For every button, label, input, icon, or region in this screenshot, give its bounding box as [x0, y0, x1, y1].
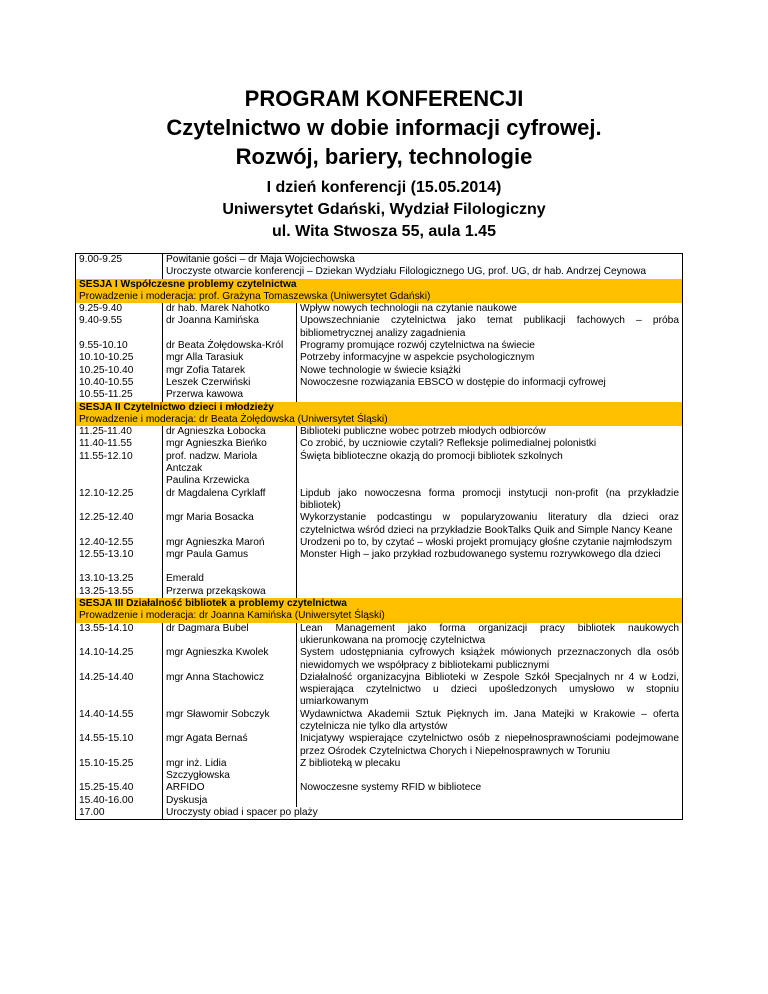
table-row	[76, 795, 683, 807]
topic-cell	[297, 573, 683, 585]
title-line-3: Rozwój, bariery, technologie	[235, 144, 533, 169]
session-moderation: Prowadzenie i moderacja: dr Joanna Kamińska (Uniwersytet Śląski)	[76, 610, 683, 622]
topic-cell: Działalność organizacyjna Biblioteki w Zespole Szkół Specjalnych nr 4 w Łodzi, wspierająca czytelnictwo u dzieci upośledzonych umysłowo w stopniu umiarkowanym	[297, 672, 683, 709]
time-cell: 13.25-13.55	[76, 586, 163, 598]
table-row	[76, 352, 683, 364]
speaker-cell	[163, 451, 297, 488]
time-cell: 10.40-10.55	[76, 377, 163, 389]
speaker-cell: mgr Paula Gamus	[163, 549, 297, 561]
spacer-row	[76, 561, 683, 573]
speaker-cell: dr Beata Żołędowska-Król	[163, 340, 297, 352]
topic-cell: Co zrobić, by uczniowie czytali? Refleksje polimedialnej polonistki	[297, 438, 683, 450]
title-line-2: Czytelnictwo w dobie informacji cyfrowej.	[166, 115, 602, 140]
time-cell: 11.40-11.55	[76, 438, 163, 450]
speaker-cell: Przerwa przekąskowa	[163, 586, 297, 598]
time-cell: 15.10-15.25	[76, 758, 163, 783]
topic-cell: Wydawnictwa Akademii Sztuk Pięknych im. Jana Matejki w Krakowie – oferta czytelnicza nie tylko dla artystów	[297, 709, 683, 734]
session-header	[76, 279, 683, 291]
time-cell: 9.40-9.55	[76, 315, 163, 340]
speaker-cell: Przerwa kawowa	[163, 389, 297, 401]
table-row	[76, 709, 683, 734]
table-row	[76, 733, 683, 758]
speaker-cell: mgr Alla Tarasiuk	[163, 352, 297, 364]
speaker-name: prof. nadzw. Mariola Antczak	[166, 450, 258, 475]
table-row	[76, 647, 683, 672]
opening-cell	[163, 254, 683, 279]
session-title: SESJA I Współczesne problemy czytelnictwa	[76, 279, 683, 291]
time-cell: 12.40-12.55	[76, 537, 163, 549]
topic-cell	[297, 389, 683, 401]
time-cell: 10.10-10.25	[76, 352, 163, 364]
table-row	[76, 426, 683, 438]
table-row	[76, 254, 683, 279]
table-row	[76, 438, 683, 450]
opening-text: Uroczyste otwarcie konferencji – Dziekan Wydziału Filologicznego UG, prof. UG, dr hab. Andrzej Ceynowa	[166, 266, 647, 278]
speaker-cell: dr Magdalena Cyrklaff	[163, 488, 297, 513]
topic-cell: Z biblioteką w plecaku	[297, 758, 683, 783]
speaker-name: Paulina Krzewicka	[166, 475, 250, 487]
topic-cell: Nowe technologie w świecie książki	[297, 365, 683, 377]
time-cell: 15.25-15.40	[76, 782, 163, 794]
speaker-cell: mgr Agnieszka Bieńko	[163, 438, 297, 450]
day-date: I dzień konferencji (15.05.2014)	[266, 179, 502, 196]
welcome-text: Powitanie gości – dr Maja Wojciechowska	[166, 254, 355, 265]
time-cell: 13.10-13.25	[76, 573, 163, 585]
topic-cell: Programy promujące rozwój czytelnictwa na świecie	[297, 340, 683, 352]
speaker-cell: mgr inż. Lidia Szczygłowska	[163, 758, 297, 783]
session-header	[76, 598, 683, 610]
speaker-cell: dr hab. Marek Nahotko	[163, 303, 297, 315]
topic-cell: Urodzeni po to, by czytać – włoski projekt promujący głośne czytanie najmłodszym	[297, 537, 683, 549]
title-line-1: PROGRAM KONFERENCJI	[244, 86, 524, 111]
program-table	[75, 253, 683, 820]
topic-cell: System udostępniania cyfrowych książek mówionych przeznaczonych dla osób niewidomych we współpracy z bibliotekami publicznymi	[297, 647, 683, 672]
time-cell: 13.55-14.10	[76, 623, 163, 648]
session-moderation-row	[76, 414, 683, 426]
topic-cell: Inicjatywy wspierające czytelnictwo osób z niepełnosprawnościami podejmowane przez Ośrodek Czytelnictwa Chorych i Niepełnosprawnych w Toruniu	[297, 733, 683, 758]
session-moderation-row	[76, 291, 683, 303]
session-title: SESJA III Działalność bibliotek a problemy czytelnictwa	[76, 598, 683, 610]
speaker-cell: Dyskusja	[163, 795, 297, 807]
time-cell: 14.25-14.40	[76, 672, 163, 709]
time-cell: 10.55-11.25	[76, 389, 163, 401]
topic-cell: Potrzeby informacyjne w aspekcie psychologicznym	[297, 352, 683, 364]
time-cell: 17.00	[76, 807, 163, 820]
table-row	[76, 672, 683, 709]
topic-cell	[297, 795, 683, 807]
speaker-cell: dr Joanna Kamińska	[163, 315, 297, 340]
table-row	[76, 315, 683, 340]
speaker-cell: Emerald	[163, 573, 297, 585]
address: ul. Wita Stwosza 55, aula 1.45	[272, 223, 496, 240]
venue: Uniwersytet Gdański, Wydział Filologiczny	[222, 201, 546, 218]
time-cell: 14.10-14.25	[76, 647, 163, 672]
table-row	[76, 537, 683, 549]
table-row	[76, 512, 683, 537]
table-row	[76, 377, 683, 389]
topic-cell: Upowszechnianie czytelnictwa jako temat publikacji fachowych – próba bibliometrycznej analizy zagadnienia	[297, 315, 683, 340]
speaker-cell: Leszek Czerwiński	[163, 377, 297, 389]
session-title: SESJA II Czytelnictwo dzieci i młodzieży	[76, 402, 683, 414]
table-row	[76, 340, 683, 352]
topic-cell: Nowoczesne systemy RFID w bibliotece	[297, 782, 683, 794]
topic-cell	[297, 586, 683, 598]
speaker-cell: mgr Agnieszka Kwolek	[163, 647, 297, 672]
document-title	[0, 84, 768, 171]
speaker-cell: dr Agnieszka Łobocka	[163, 426, 297, 438]
speaker-cell: dr Dagmara Bubel	[163, 623, 297, 648]
topic-cell: Wpływ nowych technologii na czytanie naukowe	[297, 303, 683, 315]
session-moderation: Prowadzenie i moderacja: prof. Grażyna Tomaszewska (Uniwersytet Gdański)	[76, 291, 683, 303]
topic-cell: Biblioteki publiczne wobec potrzeb młodych odbiorców	[297, 426, 683, 438]
topic-cell: Nowoczesne rozwiązania EBSCO w dostępie do informacji cyfrowej	[297, 377, 683, 389]
speaker-cell: mgr Agnieszka Maroń	[163, 537, 297, 549]
speaker-cell: mgr Agata Bernaś	[163, 733, 297, 758]
table-row	[76, 488, 683, 513]
time-cell: 12.25-12.40	[76, 512, 163, 537]
table-row	[76, 303, 683, 315]
event-cell: Uroczysty obiad i spacer po plaży	[163, 807, 683, 820]
table-row	[76, 451, 683, 488]
topic-cell: Święta biblioteczne okazją do promocji bibliotek szkolnych	[297, 451, 683, 488]
time-cell: 11.25-11.40	[76, 426, 163, 438]
table-row	[76, 758, 683, 783]
table-row	[76, 365, 683, 377]
session-moderation-row	[76, 610, 683, 622]
topic-cell: Wykorzystanie podcastingu w popularyzowaniu literatury dla dzieci oraz czytelnictwa wśród dzieci na przykładzie BookTalks Quik and Simple Nancy Keane	[297, 512, 683, 537]
time-cell: 9.55-10.10	[76, 340, 163, 352]
speaker-cell: mgr Sławomir Sobczyk	[163, 709, 297, 734]
time-cell: 11.55-12.10	[76, 451, 163, 488]
time-cell: 12.10-12.25	[76, 488, 163, 513]
time-cell: 12.55-13.10	[76, 549, 163, 561]
table-row	[76, 623, 683, 648]
table-row	[76, 549, 683, 561]
time-cell: 10.25-10.40	[76, 365, 163, 377]
table-row	[76, 586, 683, 598]
time-cell: 14.40-14.55	[76, 709, 163, 734]
time-cell: 9.00-9.25	[76, 254, 163, 279]
speaker-cell: mgr Zofia Tatarek	[163, 365, 297, 377]
table-row	[76, 389, 683, 401]
speaker-cell: ARFIDO	[163, 782, 297, 794]
time-cell: 15.40-16.00	[76, 795, 163, 807]
conference-day-info	[0, 177, 768, 243]
speaker-cell: mgr Anna Stachowicz	[163, 672, 297, 709]
topic-cell: Lean Management jako forma organizacji pracy bibliotek naukowych ukierunkowana na promocję czytelnictwa	[297, 623, 683, 648]
time-cell: 14.55-15.10	[76, 733, 163, 758]
session-header	[76, 402, 683, 414]
table-row	[76, 807, 683, 820]
table-row	[76, 573, 683, 585]
table-row	[76, 782, 683, 794]
session-moderation: Prowadzenie i moderacja: dr Beata Żołędowska (Uniwersytet Śląski)	[76, 414, 683, 426]
topic-cell: Lipdub jako nowoczesna forma promocji instytucji non-profit (na przykładzie bibliotek)	[297, 488, 683, 513]
speaker-cell: mgr Maria Bosacka	[163, 512, 297, 537]
time-cell: 9.25-9.40	[76, 303, 163, 315]
topic-cell: Monster High – jako przykład rozbudowanego systemu rozrywkowego dla dzieci	[297, 549, 683, 561]
